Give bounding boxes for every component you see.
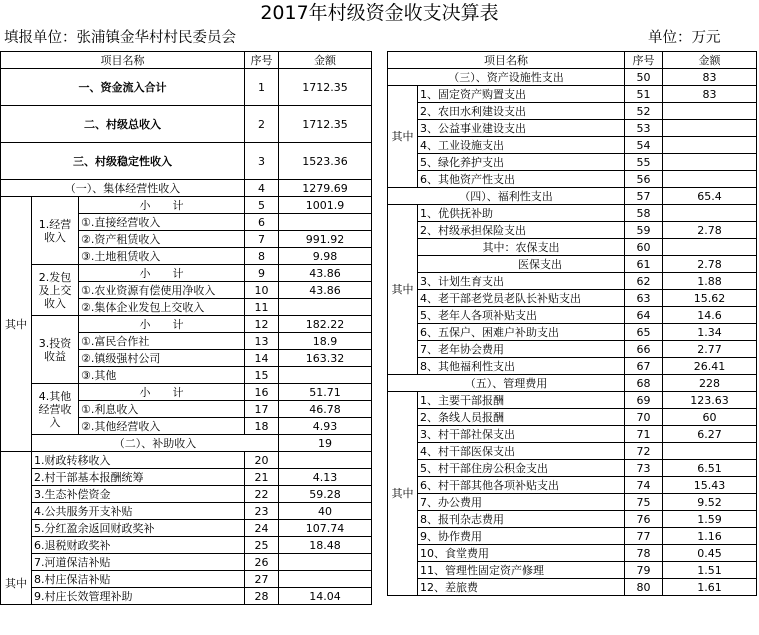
row-no: 19 <box>279 435 372 452</box>
row-no: 72 <box>625 443 663 460</box>
qizhong-label: 其中 <box>388 392 418 596</box>
table-row <box>388 154 757 171</box>
row-no: 71 <box>625 426 663 443</box>
table-row <box>388 545 757 562</box>
row-amount <box>663 137 757 154</box>
row-amount: 83 <box>663 69 757 86</box>
row-amount: 1712.35 <box>279 69 372 106</box>
row-name: （五）、管理费用 <box>388 375 625 392</box>
row-no: 55 <box>625 154 663 171</box>
header-no: 序号 <box>625 52 663 69</box>
row-no: 5 <box>245 197 279 214</box>
row-no: 51 <box>625 86 663 103</box>
row-name: 5、老年人各项补贴支出 <box>418 307 625 324</box>
row-name: 医保支出 <box>418 256 625 273</box>
row-no: 59 <box>625 222 663 239</box>
table-row <box>388 171 757 188</box>
row-name: ①.直接经营收入 <box>79 214 245 231</box>
row-no: 62 <box>625 273 663 290</box>
row-amount: 15.62 <box>663 290 757 307</box>
row-no: 54 <box>625 137 663 154</box>
table-row <box>388 256 757 273</box>
row-no: 61 <box>625 256 663 273</box>
row-amount: 1523.36 <box>279 143 372 180</box>
row-amount: 0.45 <box>663 545 757 562</box>
row-amount: 1.16 <box>663 528 757 545</box>
income-table <box>0 51 372 605</box>
table-row <box>388 477 757 494</box>
qizhong-label: 其中 <box>388 86 418 188</box>
table-row <box>1 554 372 571</box>
row-name: 小 计 <box>79 384 245 401</box>
expense-table <box>387 51 757 596</box>
row-amount: 9.98 <box>279 248 372 265</box>
row-name: ①.利息收入 <box>79 401 245 418</box>
row-name: 3、公益事业建设支出 <box>418 120 625 137</box>
row-no: 23 <box>245 503 279 520</box>
table-row <box>388 562 757 579</box>
row-name: 8.村庄保洁补贴 <box>32 571 245 588</box>
row-name: ②.其他经营收入 <box>79 418 245 435</box>
row-amount: 6.27 <box>663 426 757 443</box>
row-amount: 1712.35 <box>279 106 372 143</box>
row-amount <box>279 452 372 469</box>
row-name: 3、村干部社保支出 <box>418 426 625 443</box>
table-title: 2017年村级资金收支决算表 <box>260 2 499 24</box>
qizhong-label: 其中 <box>1 452 32 605</box>
row-amount: 1001.9 <box>279 197 372 214</box>
row-amount: 14.6 <box>663 307 757 324</box>
row-amount: 182.22 <box>279 316 372 333</box>
row-amount: 43.86 <box>279 282 372 299</box>
row-name: 1.财政转移收入 <box>32 452 245 469</box>
row-no: 67 <box>625 358 663 375</box>
row-name: 8、报刊杂志费用 <box>418 511 625 528</box>
row-amount: 2.77 <box>663 341 757 358</box>
row-no: 69 <box>625 392 663 409</box>
row-name: ③.土地租赁收入 <box>79 248 245 265</box>
header-name: 项目名称 <box>1 52 245 69</box>
row-name: 3、计划生育支出 <box>418 273 625 290</box>
row-no: 17 <box>245 401 279 418</box>
table-row <box>388 426 757 443</box>
table-row <box>388 239 757 256</box>
table-row <box>388 375 757 392</box>
row-no: 1 <box>245 69 279 106</box>
table-row <box>1 571 372 588</box>
row-no: 26 <box>245 554 279 571</box>
row-name: 小 计 <box>79 197 245 214</box>
row-no: 10 <box>245 282 279 299</box>
row-amount <box>663 205 757 222</box>
row-no: 18 <box>245 418 279 435</box>
row-name: 4.公共服务开支补贴 <box>32 503 245 520</box>
row-no: 65 <box>625 324 663 341</box>
row-name: 1、主要干部报酬 <box>418 392 625 409</box>
table-row <box>388 103 757 120</box>
row-name: （一）、集体经营性收入 <box>1 180 245 197</box>
unit-label: 单位：万元 <box>648 30 721 46</box>
group-operating-income: 1.经营收入 <box>32 197 79 265</box>
row-amount: 26.41 <box>663 358 757 375</box>
row-no: 80 <box>625 579 663 596</box>
row-no: 66 <box>625 341 663 358</box>
row-name: 2、农田水利建设支出 <box>418 103 625 120</box>
row-name: 2.村干部基本报酬统筹 <box>32 469 245 486</box>
row-no: 20 <box>245 452 279 469</box>
table-row <box>388 324 757 341</box>
row-name: 5、村干部住房公积金支出 <box>418 460 625 477</box>
row-amount <box>279 299 372 316</box>
row-amount: 1279.69 <box>279 180 372 197</box>
row-amount: 4.93 <box>279 418 372 435</box>
table-row <box>1 316 372 333</box>
table-row <box>1 503 372 520</box>
row-no: 56 <box>625 171 663 188</box>
table-row <box>1 452 372 469</box>
table-row <box>388 307 757 324</box>
row-amount: 1.61 <box>663 579 757 596</box>
row-name: 10、食堂费用 <box>418 545 625 562</box>
row-amount <box>279 571 372 588</box>
row-amount <box>279 367 372 384</box>
row-name: 6、其他资产性支出 <box>418 171 625 188</box>
table-row <box>388 358 757 375</box>
row-amount <box>279 554 372 571</box>
table-row <box>388 188 757 205</box>
row-amount: 51.71 <box>279 384 372 401</box>
row-no: 22 <box>245 486 279 503</box>
row-no: 25 <box>245 537 279 554</box>
table-row <box>388 120 757 137</box>
row-name: 7、办公费用 <box>418 494 625 511</box>
header-no: 序号 <box>245 52 279 69</box>
row-amount: 1.51 <box>663 562 757 579</box>
row-amount: 163.32 <box>279 350 372 367</box>
row-amount: 18.9 <box>279 333 372 350</box>
table-row <box>388 69 757 86</box>
row-no: 15 <box>245 367 279 384</box>
row-amount: 40 <box>279 503 372 520</box>
row-amount: 4.13 <box>279 469 372 486</box>
row-name: 2、村级承担保险支出 <box>418 222 625 239</box>
row-name: ②.镇级强村公司 <box>79 350 245 367</box>
table-row <box>388 443 757 460</box>
row-name: 4、老干部老党员老队长补贴支出 <box>418 290 625 307</box>
table-row <box>388 528 757 545</box>
row-name: 7.河道保洁补贴 <box>32 554 245 571</box>
table-row <box>388 579 757 596</box>
table-row <box>1 588 372 605</box>
row-name: 8、其他福利性支出 <box>418 358 625 375</box>
row-amount <box>663 154 757 171</box>
row-no: 53 <box>625 120 663 137</box>
row-no: 6 <box>245 214 279 231</box>
row-amount: 59.28 <box>279 486 372 503</box>
row-no: 57 <box>625 188 663 205</box>
row-no: 79 <box>625 562 663 579</box>
table-row <box>388 290 757 307</box>
row-name: 9.村庄长效管理补助 <box>32 588 245 605</box>
row-amount: 15.43 <box>663 477 757 494</box>
header-name: 项目名称 <box>388 52 625 69</box>
table-row <box>388 222 757 239</box>
row-name: 一、资金流入合计 <box>1 69 245 106</box>
table-row <box>1 180 372 197</box>
row-name: 5.分红盈余返回财政奖补 <box>32 520 245 537</box>
row-amount <box>663 120 757 137</box>
row-no: 3 <box>245 143 279 180</box>
row-amount: 123.63 <box>663 392 757 409</box>
row-amount: 228 <box>663 375 757 392</box>
row-amount: 2.78 <box>663 256 757 273</box>
row-no: 24 <box>245 520 279 537</box>
row-name: 6、五保户、困难户补助支出 <box>418 324 625 341</box>
table-row <box>388 460 757 477</box>
row-name: 三、村级稳定性收入 <box>1 143 245 180</box>
table-row <box>388 86 757 103</box>
row-no: 70 <box>625 409 663 426</box>
row-amount: 2.78 <box>663 222 757 239</box>
row-amount: 1.59 <box>663 511 757 528</box>
row-no: 9 <box>245 265 279 282</box>
row-amount: 46.78 <box>279 401 372 418</box>
row-name: （三）、资产设施性支出 <box>388 69 625 86</box>
table-row <box>388 494 757 511</box>
row-name: 2、条线人员报酬 <box>418 409 625 426</box>
row-no: 77 <box>625 528 663 545</box>
row-name: ③.其他 <box>79 367 245 384</box>
row-amount: 9.52 <box>663 494 757 511</box>
reporting-org: 填报单位：张浦镇金华村村民委员会 <box>4 30 236 46</box>
table-row <box>388 392 757 409</box>
row-name: ①.富民合作社 <box>79 333 245 350</box>
table-row <box>1 384 372 401</box>
row-no: 63 <box>625 290 663 307</box>
table-row <box>388 137 757 154</box>
row-no: 11 <box>245 299 279 316</box>
row-name: 小 计 <box>79 316 245 333</box>
table-row <box>1 143 372 180</box>
row-amount <box>663 103 757 120</box>
table-row <box>1 197 372 214</box>
row-amount: 18.48 <box>279 537 372 554</box>
row-amount <box>663 443 757 460</box>
row-no: 13 <box>245 333 279 350</box>
row-no: 78 <box>625 545 663 562</box>
row-amount: 1.88 <box>663 273 757 290</box>
table-row <box>1 520 372 537</box>
row-amount <box>279 214 372 231</box>
row-no: 4 <box>245 180 279 197</box>
row-amount <box>663 239 757 256</box>
row-no: 14 <box>245 350 279 367</box>
row-name: 9、协作费用 <box>418 528 625 545</box>
table-row <box>388 205 757 222</box>
row-name: 6、村干部其他各项补贴支出 <box>418 477 625 494</box>
row-name: 1、优供抚补助 <box>418 205 625 222</box>
row-no: 16 <box>245 384 279 401</box>
row-no: 75 <box>625 494 663 511</box>
table-row <box>388 409 757 426</box>
row-amount: 14.04 <box>279 588 372 605</box>
row-name: 6.退税财政奖补 <box>32 537 245 554</box>
row-amount <box>663 171 757 188</box>
table-row <box>1 265 372 282</box>
row-amount: 6.51 <box>663 460 757 477</box>
row-name: （二）、补助收入 <box>32 435 279 452</box>
row-amount: 83 <box>663 86 757 103</box>
row-name: ②.资产租赁收入 <box>79 231 245 248</box>
row-name: 12、差旅费 <box>418 579 625 596</box>
table-row <box>1 69 372 106</box>
table-row <box>1 435 372 452</box>
header-amount: 金额 <box>279 52 372 69</box>
row-no: 27 <box>245 571 279 588</box>
row-no: 28 <box>245 588 279 605</box>
row-no: 58 <box>625 205 663 222</box>
row-name: 小 计 <box>79 265 245 282</box>
header-amount: 金额 <box>663 52 757 69</box>
row-name: 其中：农保支出 <box>418 239 625 256</box>
row-no: 60 <box>625 239 663 256</box>
row-no: 7 <box>245 231 279 248</box>
row-amount: 60 <box>663 409 757 426</box>
row-no: 50 <box>625 69 663 86</box>
row-amount: 107.74 <box>279 520 372 537</box>
table-row <box>1 537 372 554</box>
row-no: 73 <box>625 460 663 477</box>
table-row <box>388 341 757 358</box>
row-name: ①.农业资源有偿使用净收入 <box>79 282 245 299</box>
group-contract-income: 2.发包及上交收入 <box>32 265 79 316</box>
row-no: 12 <box>245 316 279 333</box>
row-no: 64 <box>625 307 663 324</box>
row-name: 二、村级总收入 <box>1 106 245 143</box>
row-amount: 43.86 <box>279 265 372 282</box>
row-name: 4、村干部医保支出 <box>418 443 625 460</box>
table-row <box>1 486 372 503</box>
row-amount: 1.34 <box>663 324 757 341</box>
row-name: 4、工业设施支出 <box>418 137 625 154</box>
row-name: 1、固定资产购置支出 <box>418 86 625 103</box>
row-amount: 65.4 <box>663 188 757 205</box>
row-name: ②.集体企业发包上交收入 <box>79 299 245 316</box>
row-name: 5、绿化养护支出 <box>418 154 625 171</box>
table-row <box>1 106 372 143</box>
row-no: 74 <box>625 477 663 494</box>
table-row <box>388 273 757 290</box>
row-no: 21 <box>245 469 279 486</box>
row-no: 52 <box>625 103 663 120</box>
row-no: 2 <box>245 106 279 143</box>
qizhong-label: 其中 <box>1 197 32 452</box>
row-no: 68 <box>625 375 663 392</box>
table-header <box>388 52 757 69</box>
row-name: 11、管理性固定资产修理 <box>418 562 625 579</box>
row-name: 7、老年协会费用 <box>418 341 625 358</box>
qizhong-label: 其中 <box>388 205 418 375</box>
table-row <box>388 511 757 528</box>
group-investment-income: 3.投资收益 <box>32 316 79 384</box>
row-amount: 991.92 <box>279 231 372 248</box>
row-no: 76 <box>625 511 663 528</box>
table-row <box>1 469 372 486</box>
table-header <box>1 52 372 69</box>
row-name: 3.生态补偿资金 <box>32 486 245 503</box>
row-name: （四）、福利性支出 <box>388 188 625 205</box>
group-other-income: 4.其他经营收入 <box>32 384 79 435</box>
row-no: 8 <box>245 248 279 265</box>
